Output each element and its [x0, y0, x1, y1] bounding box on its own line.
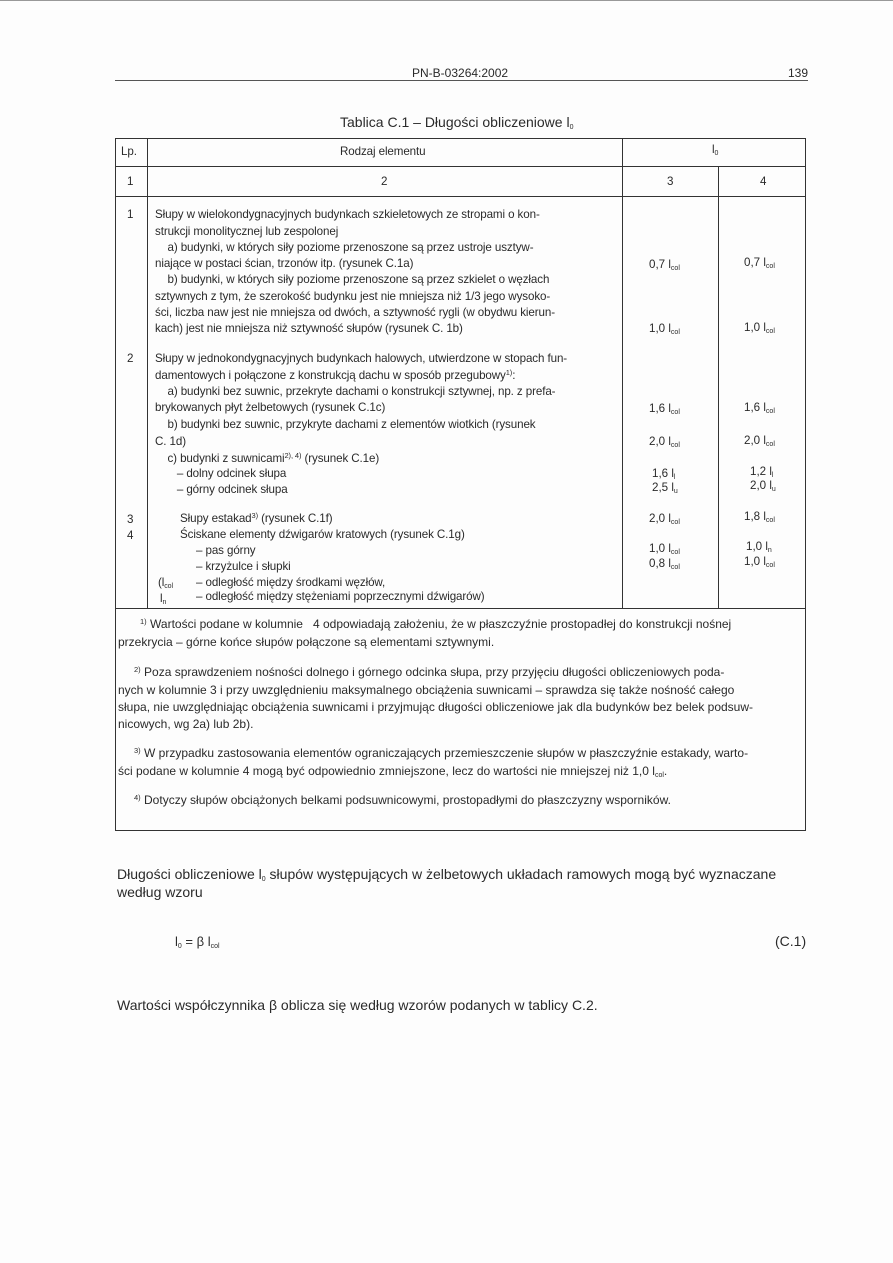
row-number: 2 — [127, 352, 134, 365]
row-text: Słupy w wielokondygnacyjnych budynkach szkieletowych ze stropami o kon- — [155, 208, 540, 221]
colnum: 3 — [667, 175, 674, 188]
colnum: 1 — [127, 175, 134, 188]
row-text: ści, liczba naw jest nie mniejsza od dwóch, a sztywność rygli (w obydwu kierun- — [155, 306, 555, 319]
value-col3: 0,7 $l_{col}$ — [649, 258, 680, 272]
row-text: Ściskane elementy dźwigarów kratowych (rysunek C.1g) — [180, 528, 465, 541]
col-header-rodzaj: Rodzaj elementu — [340, 145, 426, 158]
colnum: 4 — [760, 175, 767, 188]
closing-paragraph: Wartości współczynnika β oblicza się według wzorów podanych w tablicy C.2. — [117, 997, 598, 1013]
value-col3: 1,6 $l_l$ — [652, 467, 676, 481]
value-col4: 1,2 $l_l$ — [750, 465, 774, 479]
value-col3: 2,0 $l_{col}$ — [649, 435, 680, 449]
row-text: c) budynki z suwnicami$^{2), 4)}$ (rysunek C.1e) — [155, 451, 380, 465]
value-col3: 2,0 $l_{col}$ — [649, 512, 680, 526]
row-text: sztywnych z tym, że szerokość budynku jest nie mniejsza niż 1/3 jego wysoko- — [155, 290, 551, 303]
value-col4: 1,6 $l_{col}$ — [744, 401, 775, 415]
row-text: niające w postaci ścian, trzonów itp. (rysunek C.1a) — [155, 257, 414, 270]
value-col3: 1,6 $l_{col}$ — [649, 402, 680, 416]
row-text: damentowych i połączone z konstrukcją dachu w sposób przegubowy$^{1)}$: — [155, 368, 516, 382]
row-text: b) budynki bez suwnic, przykryte dachami z elementów wiotkich (rysunek — [155, 418, 536, 431]
row-text: kach) jest nie mniejsza niż sztywność słupów (rysunek C. 1b) — [155, 322, 463, 335]
row-text: a) budynki bez suwnic, przekryte dachami o konstrukcji sztywnej, np. z prefa- — [155, 385, 556, 398]
row-number: 4 — [127, 529, 134, 542]
legend-sym: ($l_{col}$ — [158, 576, 173, 590]
colnum: 2 — [381, 175, 388, 188]
value-col3: 1,0 $l_{col}$ — [649, 542, 680, 556]
row-number: 3 — [127, 513, 134, 526]
value-col4: 1,0 $l_n$ — [746, 540, 772, 554]
footnote-text: przekrycia – górne końce słupów połączone są elementami sztywnymi. — [118, 635, 495, 649]
scan-edge — [0, 0, 893, 1]
value-col4: 0,7 $l_{col}$ — [744, 256, 775, 270]
value-col4: 2,0 $l_u$ — [750, 479, 776, 493]
header-rule — [115, 80, 808, 81]
row-text: – pas górny — [196, 544, 256, 557]
row-text: – górny odcinek słupa — [155, 483, 288, 496]
legend-sym: $l_n$ — [160, 592, 167, 606]
value-col3: 0,8 $l_{col}$ — [649, 557, 680, 571]
legend-text: – odległość między stężeniami poprzecznymi dźwigarów) — [196, 590, 485, 603]
row-text: a) budynki, w których siły poziome przenoszone są przez ustroje usztyw- — [155, 241, 534, 254]
equation-number: (C.1) — [775, 933, 807, 949]
footnote-1: $^{1)}$ Wartości podane w kolumnie 4 odpowiadają założeniu, że w płaszczyźnie prostopadłej do konstrukcji nośnej — [140, 617, 732, 631]
value-col3: 1,0 $l_{col}$ — [649, 322, 680, 336]
row-text: brykowanych płyt żelbetowych (rysunek C.1c) — [155, 401, 386, 414]
value-col4: 1,0 $l_{col}$ — [744, 555, 775, 569]
legend-text: – odległość między środkami węzłów, — [196, 576, 386, 589]
footnote-4: $^{4)}$ Dotyczy słupów obciążonych belkami podsuwnicowymi, prostopadłymi do płaszczyzny wsporników. — [134, 793, 671, 807]
col-header-lo: $l_0$ — [712, 143, 719, 157]
row-text: strukcji monolitycznej lub zespolonej — [155, 225, 339, 238]
value-col4: 1,8 $l_{col}$ — [744, 510, 775, 524]
page-number: 139 — [788, 66, 809, 80]
value-col4: 1,0 $l_{col}$ — [744, 321, 775, 335]
footnote-text: nicowych, wg 2a) lub 2b). — [118, 717, 254, 731]
footnote-3: $^{3)}$ W przypadku zastosowania elementów ograniczających przemieszczenie słupów w płaszczyźnie estakady, warto- — [134, 746, 749, 760]
paragraph-line: Długości obliczeniowe $l_0$ słupów występujących w żelbetowych układach ramowych mogą być wyznaczane — [117, 866, 777, 883]
table-title: Tablica C.1 – Długości obliczeniowe $l_0$ — [340, 114, 574, 131]
row-text: C. 1d) — [155, 435, 186, 448]
row-text: Słupy w jednokondygnacyjnych budynkach halowych, utwierdzone w stopach fun- — [155, 352, 568, 365]
formula: $l_0 = \beta$ $l_{col}$ — [175, 934, 220, 950]
paragraph-line: według wzoru — [117, 884, 203, 900]
row-text: – dolny odcinek słupa — [155, 467, 287, 480]
standard-id: PN-B-03264:2002 — [412, 66, 509, 80]
value-col3: 2,5 $l_u$ — [652, 481, 678, 495]
footnote-text: ści podane w kolumnie 4 mogą być odpowiednio zmniejszone, lecz do wartości nie mniejszej niż 1,0 $l_{col}$. — [118, 764, 668, 779]
footnote-text: nych w kolumnie 3 i przy uwzględnieniu maksymalnego obciążenia suwnicami – sprawdza się także nośność całego — [118, 683, 735, 697]
footnote-2: $^{2)}$ Poza sprawdzeniem nośności dolnego i górnego odcinka słupa, przy przyjęciu długości obliczeniowych poda- — [134, 665, 725, 679]
row-text: – krzyżulce i słupki — [196, 560, 291, 573]
footnote-text: słupa, nie uwzględniając obciążenia suwnicami i przyjmując długości obliczeniowe jak dla budynków bez belek podsuw- — [118, 700, 754, 714]
value-col4: 2,0 $l_{col}$ — [744, 434, 775, 448]
row-text: Słupy estakad$^{3)}$ (rysunek C.1f) — [180, 511, 333, 525]
row-number: 1 — [127, 208, 134, 221]
col-header-lp: Lp. — [121, 145, 137, 158]
row-text: b) budynki, w których siły poziome przenoszone są przez szkielet o węzłach — [155, 273, 550, 286]
